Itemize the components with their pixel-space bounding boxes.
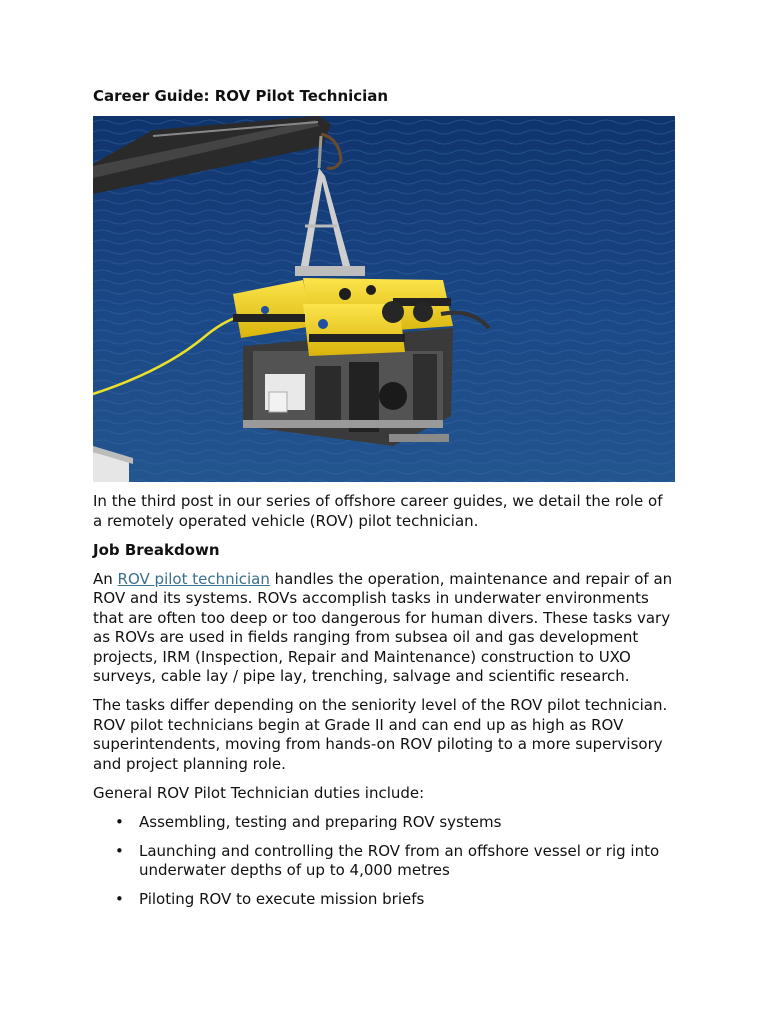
list-item [115, 890, 675, 910]
intro-paragraph: In the third post in our series of offshore career guides, we detail the role of a remotely operated vehicle (ROV) pilot technician. [93, 492, 663, 530]
document-page [93, 86, 675, 919]
duties-list [93, 813, 675, 910]
rov-pilot-technician-link[interactable]: ROV pilot technician [117, 569, 270, 588]
breakdown-text: handles the operation, maintenance and repair of an ROV and its systems. ROVs accomplish tasks in underwater environments that are often too deep or too dangerous for human divers. These tasks vary as ROVs are used in fields ranging from subsea oil and gas development projects, IRM (Inspection, Repair and Maintenance) construction to UXO surveys, cable lay / pipe lay, trenching, salvage and scientific research. [93, 569, 673, 685]
bullet-icon: • [115, 841, 124, 860]
rov-photo [93, 116, 675, 482]
document-title: Career Guide: ROV Pilot Technician [93, 87, 389, 105]
duty-text: Launching and controlling the ROV from an offshore vessel or rig into underwater depths of up to 4,000 metres [139, 841, 660, 879]
breakdown-prefix: An [93, 569, 118, 588]
bullet-icon: • [115, 890, 124, 908]
seniority-paragraph: The tasks differ depending on the seniority level of the ROV pilot technician. ROV pilot technicians begin at Grade II and can end up as high as ROV superintendents, moving from hands-on ROV piloting to a more supervisory and project planning role. [93, 696, 668, 773]
section-heading: Job Breakdown [93, 540, 220, 559]
duties-intro: General ROV Pilot Technician duties include: [93, 783, 425, 802]
list-item [115, 812, 675, 833]
duty-text: Piloting ROV to execute mission briefs [139, 890, 425, 908]
breakdown-paragraph [93, 570, 675, 687]
bullet-icon: • [115, 812, 124, 831]
duty-text: Assembling, testing and preparing ROV systems [139, 812, 502, 831]
list-item [115, 841, 675, 881]
